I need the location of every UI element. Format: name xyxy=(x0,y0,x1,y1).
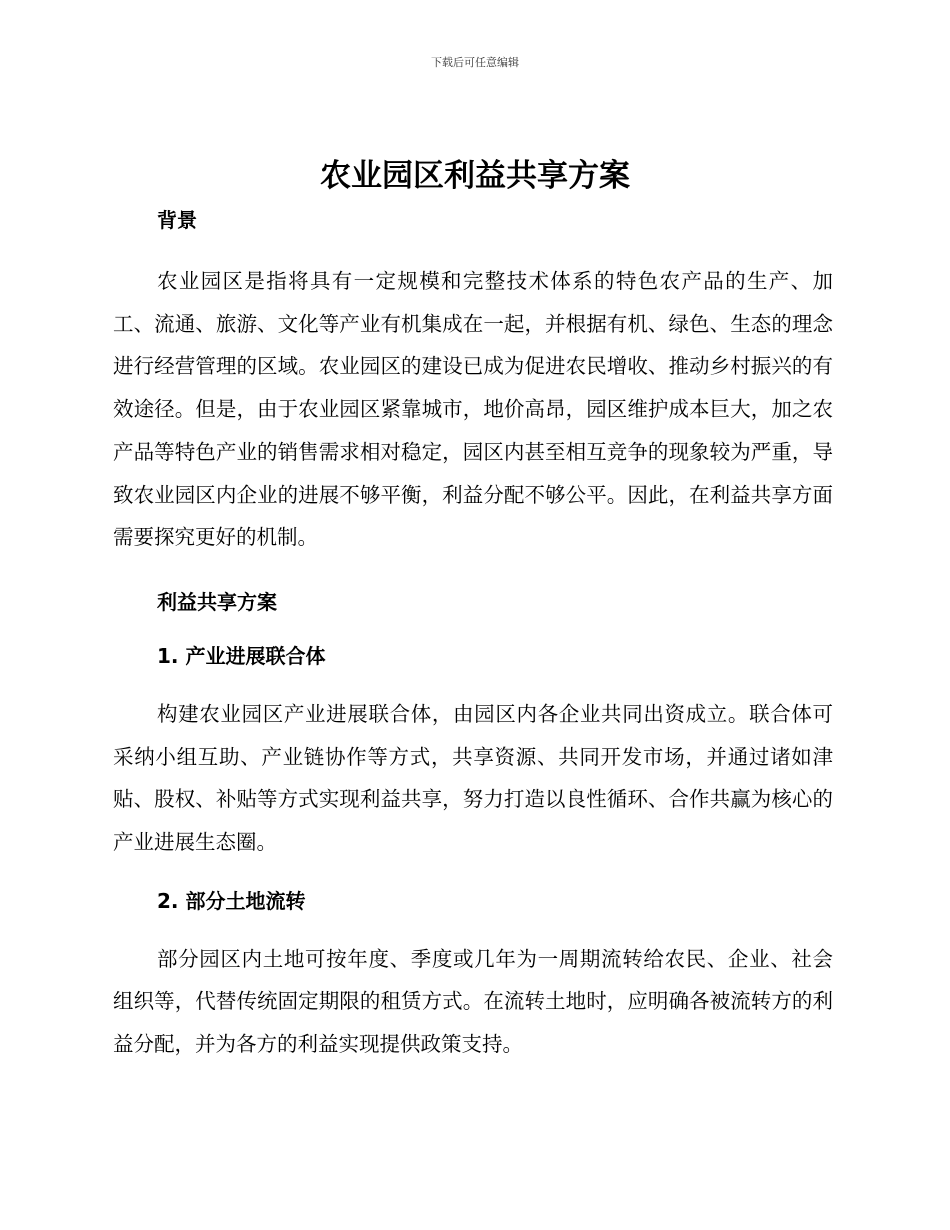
header-note: 下载后可任意编辑 xyxy=(431,56,519,69)
item-paragraph-1: 构建农业园区产业进展联合体，由园区内各企业共同出资成立。联合体可采纳小组互助、产业链协作等方式，共享资源、共同开发市场，并通过诸如津贴、股权、补贴等方式实现利益共享，努力打造以良性循环、合作共赢为核心的产业进展生态圈。 xyxy=(113,701,833,855)
section-heading-background: 背景 xyxy=(157,208,197,232)
background-paragraph: 农业园区是指将具有一定规模和完整技术体系的特色农产品的生产、加工、流通、旅游、文化等产业有机集成在一起，并根据有机、绿色、生态的理念进行经营管理的区域。农业园区的建设已成为促进农民增收、推动乡村振兴的有效途径。但是，由于农业园区紧靠城市，地价高昂，园区维护成本巨大，加之农产品等特色产业的销售需求相对稳定，园区内甚至相互竞争的现象较为严重，导致农业园区内企业的进展不够平衡，利益分配不够公平。因此，在利益共享方面需要探究更好的机制。 xyxy=(113,269,833,550)
item-heading-2: 2. 部分土地流转 xyxy=(157,888,306,913)
section-heading-scheme: 利益共享方案 xyxy=(157,589,277,614)
item-paragraph-2: 部分园区内土地可按年度、季度或几年为一周期流转给农民、企业、社会组织等，代替传统固定期限的租赁方式。在流转土地时，应明确各被流转方的利益分配，并为各方的利益实现提供政策支持。 xyxy=(113,946,833,1057)
item-heading-1: 1. 产业进展联合体 xyxy=(157,643,326,668)
document-body xyxy=(113,205,833,1066)
document-title: 农业园区利益共享方案 xyxy=(320,158,630,194)
